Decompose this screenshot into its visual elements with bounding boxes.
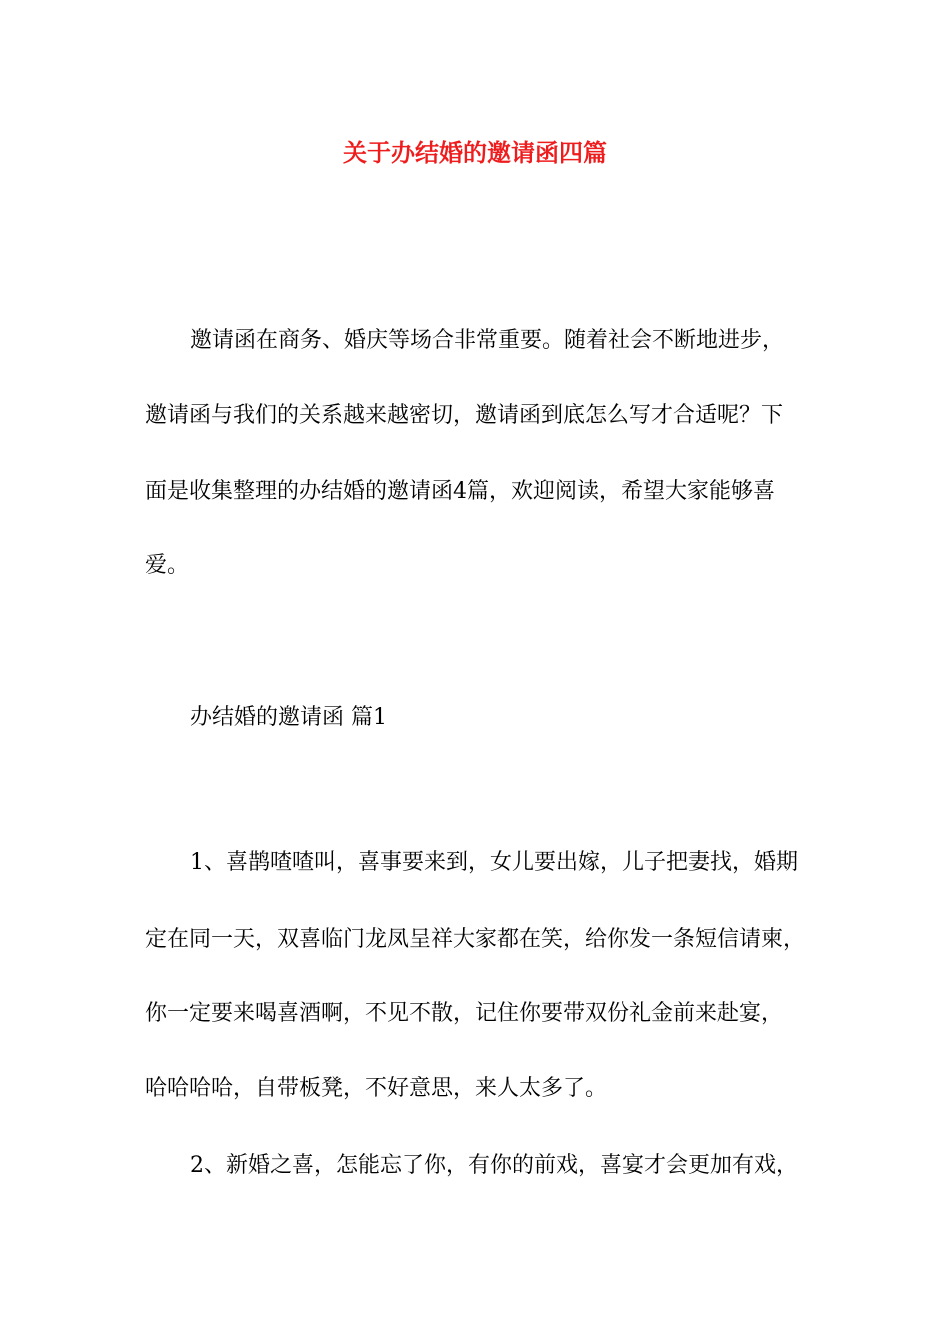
intro-line-1: 邀请函在商务、婚庆等场合非常重要。随着社会不断地进步， — [190, 328, 785, 353]
item1-line-4: 哈哈哈哈，自带板凳，不好意思，来人太多了。 — [145, 1076, 608, 1101]
section-heading: 办结婚的邀请函 篇1 — [190, 705, 387, 730]
intro-line-4: 爱。 — [145, 553, 190, 578]
item1-line-3: 你一定要来喝喜酒啊，不见不散，记住你要带双份礼金前来赴宴， — [145, 1001, 784, 1026]
document-title: 关于办结婚的邀请函四篇 — [343, 138, 607, 167]
item1-line-2: 定在同一天，双喜临门龙凤呈祥大家都在笑，给你发一条短信请柬， — [145, 927, 806, 952]
item1-line-1: 1、喜鹊喳喳叫，喜事要来到，女儿要出嫁，儿子把妻找，婚期 — [190, 850, 798, 875]
intro-line-2: 邀请函与我们的关系越来越密切，邀请函到底怎么写才合适呢？下 — [145, 403, 784, 428]
intro-line-3: 面是收集整理的办结婚的邀请函4篇，欢迎阅读，希望大家能够喜 — [145, 479, 775, 504]
item2-line-1: 2、新婚之喜，怎能忘了你，有你的前戏，喜宴才会更加有戏， — [190, 1153, 798, 1178]
